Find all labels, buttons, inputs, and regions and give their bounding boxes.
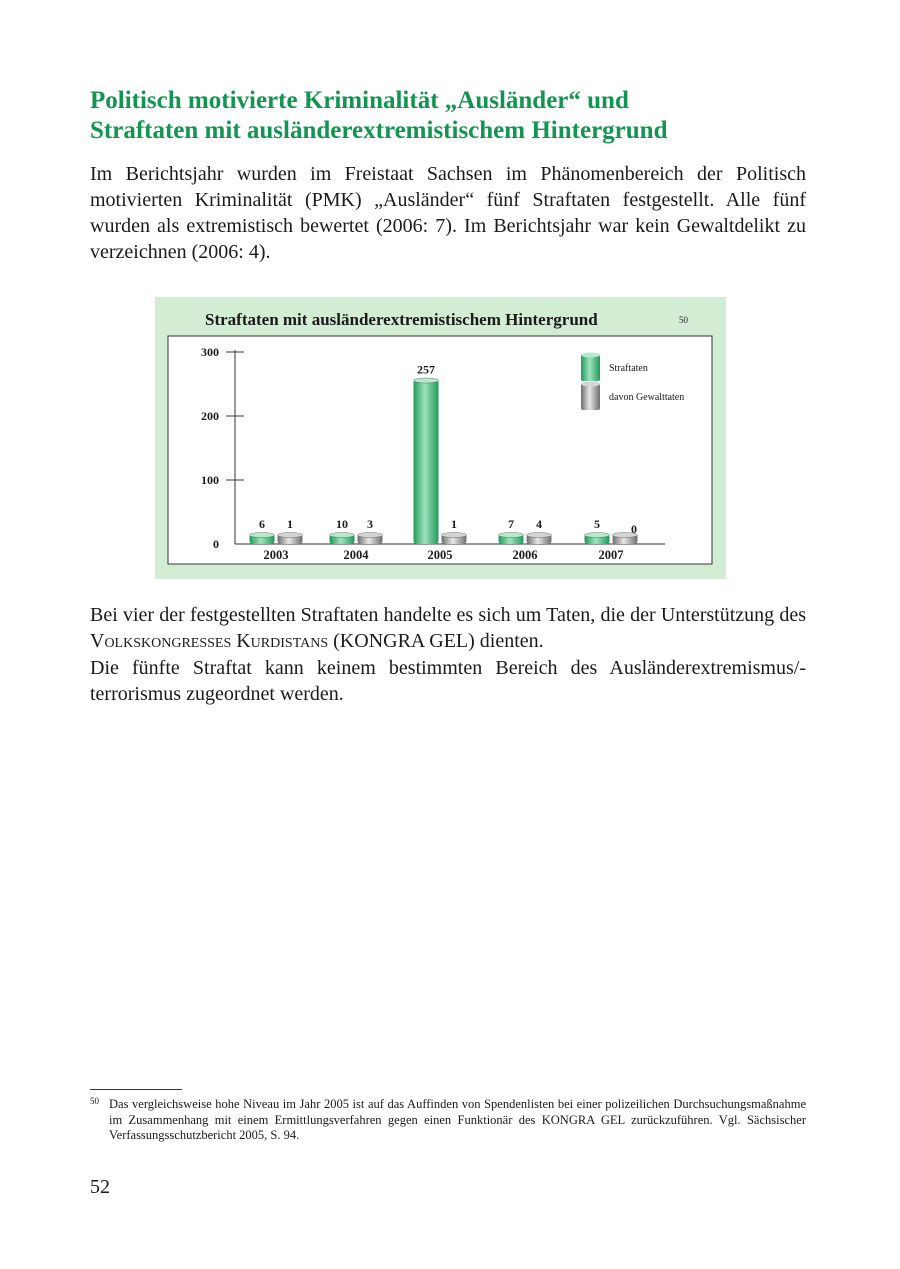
- legend-swatch-cap-straftaten: [581, 353, 600, 358]
- footnote-text: Das vergleichsweise hohe Niveau im Jahr 2005 ist auf das Auffinden von Spendenlisten bei einer polizeilichen Durchsuchungsmaßnahme im Zusammenhang mit einem Ermittlungsverfahren gegen einen Funktionär des KONGRA GEL zurückzuführen. Vgl. Sächsischer Verfassungsschutzbericht 2005, S. 94.: [109, 1097, 806, 1142]
- y-tick-label-300: 300: [201, 345, 219, 359]
- bar-cap-straftaten-2005: [414, 378, 439, 383]
- data-label-straftaten-2005: 257: [417, 362, 435, 377]
- chart-panel: [155, 297, 726, 579]
- bar-straftaten-2005: [414, 380, 439, 544]
- legend-label-gewalttaten: davon Gewalttaten: [609, 392, 685, 403]
- bar-cap-davon-gewalttaten-2003: [278, 533, 303, 538]
- section-heading: [90, 86, 830, 146]
- data-label-straftaten-2007: 5: [594, 517, 600, 531]
- footnote-number: 50: [90, 1096, 99, 1106]
- legend-swatch-cap-gewalttaten: [581, 382, 600, 387]
- data-label-davon-gewalttaten-2007: 0: [631, 522, 637, 536]
- legend-label-straftaten: Straftaten: [609, 363, 648, 374]
- legend-swatch-gewalttaten: [581, 383, 600, 410]
- kongra-text-before: Bei vier der festgestellten Straftaten handelte es sich um Taten, die der Unterstützung des: [90, 604, 806, 626]
- data-label-davon-gewalttaten-2004: 3: [367, 517, 373, 531]
- data-label-davon-gewalttaten-2005: 1: [451, 517, 457, 531]
- x-tick-label-2003: 2003: [263, 548, 289, 562]
- bar-cap-straftaten-2006: [499, 533, 524, 538]
- x-tick-label-2006: 2006: [512, 548, 538, 562]
- heading-line-2: Straftaten mit ausländerextremistischem Hintergrund: [90, 117, 668, 144]
- bar-cap-straftaten-2007: [585, 533, 610, 538]
- unassigned-paragraph: Die fünfte Straftat kann keinem bestimmten Bereich des Ausländerextremismus/-terrorismus zugeordnet werden.: [90, 657, 806, 705]
- chart-title-footnote-ref: 50: [679, 315, 688, 325]
- bar-cap-davon-gewalttaten-2004: [358, 533, 383, 538]
- y-tick-label-100: 100: [201, 473, 219, 487]
- data-label-davon-gewalttaten-2003: 1: [287, 517, 293, 531]
- data-label-straftaten-2006: 7: [508, 517, 514, 531]
- y-tick-label-0: 0: [213, 537, 219, 551]
- organisation-name: Volkskongresses Kurdistans: [90, 630, 329, 652]
- kongra-text-after: (KONGRA GEL) dienten.: [328, 630, 544, 652]
- x-tick-label-2005: 2005: [427, 548, 453, 562]
- bar-cap-straftaten-2004: [330, 533, 355, 538]
- data-label-davon-gewalttaten-2006: 4: [536, 517, 542, 531]
- chart-title: Straftaten mit ausländerextremistischem Hintergrund: [205, 310, 598, 329]
- footnote: [90, 1097, 806, 1144]
- bar-cap-davon-gewalttaten-2006: [527, 533, 552, 538]
- data-label-straftaten-2003: 6: [259, 517, 265, 531]
- bar-cap-straftaten-2003: [250, 533, 275, 538]
- intro-paragraph: Im Berichtsjahr wurden im Freistaat Sachsen im Phänomenbereich der Politisch motivierten Kriminalität (PMK) „Ausländer“ fünf Straftaten festgestellt. Alle fünf wurden als extremistisch bewertet (2006: 7). Im Berichtsjahr war kein Gewaltdelikt zu verzeichnen (2006: 4).: [90, 163, 806, 263]
- footnote-divider: [90, 1089, 182, 1090]
- kongra-paragraph: [90, 602, 806, 654]
- data-label-straftaten-2004: 10: [336, 517, 348, 531]
- bar-chart: [155, 297, 726, 579]
- x-tick-label-2007: 2007: [598, 548, 624, 562]
- x-tick-label-2004: 2004: [343, 548, 369, 562]
- page-number: 52: [90, 1176, 110, 1198]
- legend-swatch-straftaten: [581, 354, 600, 381]
- heading-line-1: Politisch motivierte Kriminalität „Ausländer“ und: [90, 87, 629, 114]
- y-tick-label-200: 200: [201, 409, 219, 423]
- bar-cap-davon-gewalttaten-2005: [442, 533, 467, 538]
